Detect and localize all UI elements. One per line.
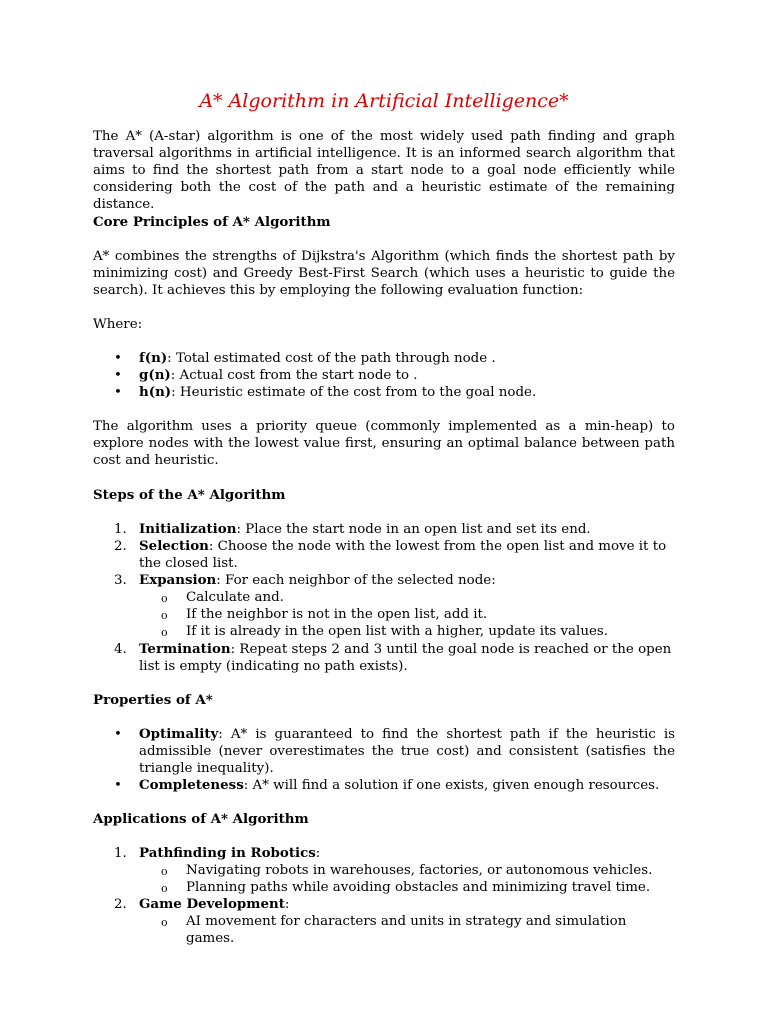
core-principles-heading: Core Principles of A* Algorithm (93, 214, 331, 230)
sub-bullet-marker: o (161, 882, 168, 895)
step-number: 4. (114, 642, 127, 657)
property-term: Optimality (139, 726, 219, 742)
step-text: : Place the start node in an open list and set its end. (236, 522, 591, 537)
sub-bullet-marker: o (161, 865, 168, 878)
application-text: : (284, 897, 290, 912)
definition-term: g(n) (139, 367, 171, 383)
game-development-sub-item: AI movement for characters and units in strategy and simulation games. (186, 914, 627, 946)
document-title: A* Algorithm in Artificial Intelligence* (199, 90, 569, 112)
bullet-marker: • (114, 727, 122, 742)
definition-term: h(n) (139, 384, 172, 400)
expansion-sub-item: Calculate and. (186, 590, 284, 605)
property-text: : A* is guaranteed to find the shortest path if the heuristic is admissible (never overestimates the true cost) and consistent (satisfies the triangle inequality). (139, 727, 675, 776)
definition-term: f(n) (139, 350, 168, 366)
definition-f (139, 350, 675, 367)
application-number: 2. (114, 897, 127, 912)
where-label: Where: (93, 317, 143, 332)
definition-text: : Actual cost from the start node to . (170, 368, 418, 383)
robotics-sub-item: Navigating robots in warehouses, factories, or autonomous vehicles. (186, 863, 653, 878)
property-optimality (139, 726, 675, 777)
priority-queue-paragraph: The algorithm uses a priority queue (commonly implemented as a min-heap) to explore nodes with the lowest value first, ensuring an optimal balance between path cost and heuristic. (93, 419, 675, 468)
applications-heading: Applications of A* Algorithm (93, 811, 309, 827)
step-term: Termination (139, 641, 231, 657)
sub-bullet-marker: o (161, 592, 168, 605)
definition-text: : Heuristic estimate of the cost from to the goal node. (171, 385, 537, 400)
step-text: : Choose the node with the lowest from the open list and move it to the closed list. (139, 539, 667, 571)
property-term: Completeness (139, 777, 244, 793)
robotics-sub-item: Planning paths while avoiding obstacles and minimizing travel time. (186, 880, 651, 895)
sub-bullet-marker: o (161, 916, 168, 929)
expansion-sub-item: If the neighbor is not in the open list, add it. (186, 607, 488, 622)
property-text: : A* will find a solution if one exists, given enough resources. (243, 778, 660, 793)
properties-heading: Properties of A* (93, 692, 213, 708)
property-completeness (139, 777, 675, 794)
step-text: : For each neighbor of the selected node: (216, 573, 496, 588)
core-principles-paragraph: A* combines the strengths of Dijkstra's Algorithm (which finds the shortest path by minimizing cost) and Greedy Best-First Search (which uses a heuristic to guide the search). It achieves this by employing the following evaluation function: (93, 249, 675, 298)
intro-paragraph: The A* (A-star) algorithm is one of the most widely used path finding and graph traversal algorithms in artificial intelligence. It is an informed search algorithm that aims to find the shortest path from a start node to a goal node efficiently while considering both the cost of the path and a heuristic estimate of the remaining distance. (93, 129, 675, 212)
bullet-marker: • (114, 368, 122, 383)
application-game-development (139, 896, 675, 913)
definition-text: : Total estimated cost of the path through node . (167, 351, 496, 366)
step-number: 2. (114, 539, 127, 554)
expansion-sub-item: If it is already in the open list with a higher, update its values. (186, 624, 608, 639)
application-term: Pathfinding in Robotics (139, 845, 316, 861)
application-term: Game Development (139, 896, 285, 912)
step-termination (139, 641, 675, 675)
step-number: 1. (114, 522, 127, 537)
bullet-marker: • (114, 385, 122, 400)
bullet-marker: • (114, 778, 122, 793)
step-term: Expansion (139, 572, 217, 588)
sub-bullet-marker: o (161, 626, 168, 639)
sub-bullet-marker: o (161, 609, 168, 622)
definition-g (139, 367, 675, 384)
application-text: : (315, 846, 321, 861)
application-robotics (139, 845, 675, 862)
step-expansion (139, 572, 675, 589)
step-number: 3. (114, 573, 127, 588)
definition-h (139, 384, 675, 401)
step-term: Initialization (139, 521, 237, 537)
step-term: Selection (139, 538, 209, 554)
steps-heading: Steps of the A* Algorithm (93, 487, 286, 503)
step-initialization (139, 521, 675, 538)
step-selection (139, 538, 675, 572)
application-number: 1. (114, 846, 127, 861)
step-text: : Repeat steps 2 and 3 until the goal node is reached or the open list is empty (indicating no path exists). (139, 642, 672, 674)
bullet-marker: • (114, 351, 122, 366)
